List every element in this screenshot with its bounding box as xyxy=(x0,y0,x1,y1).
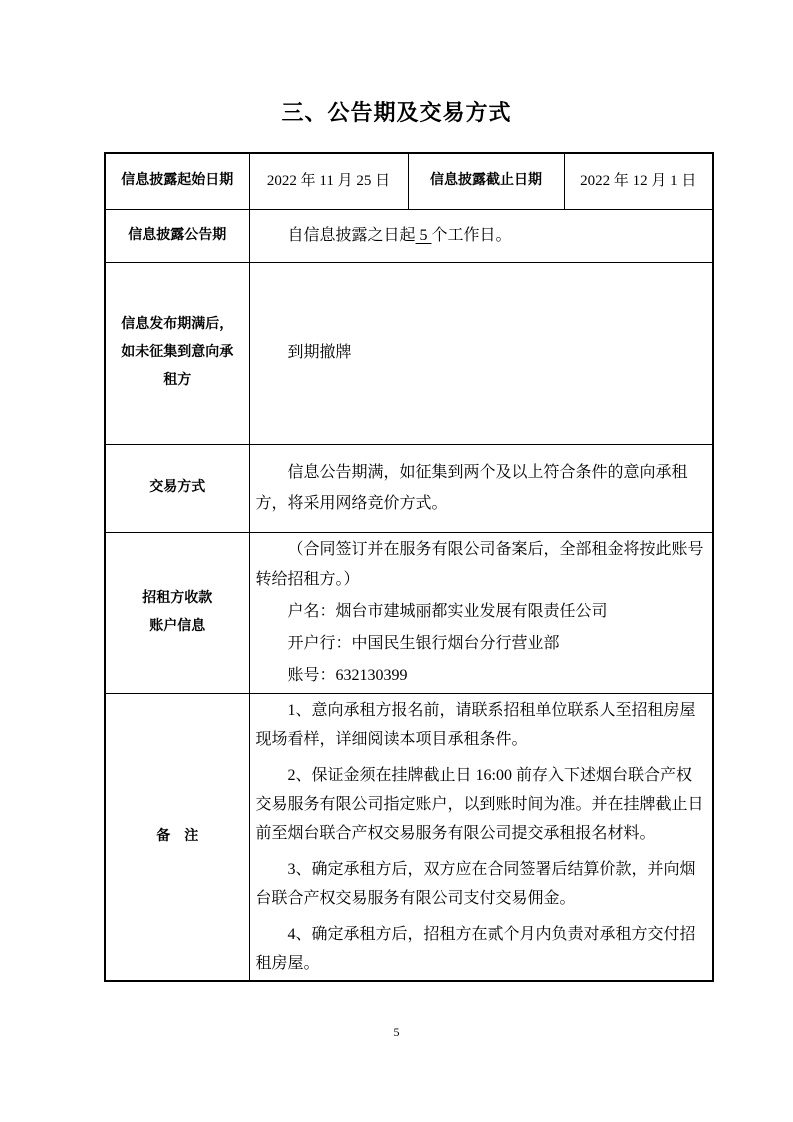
expiry-action-text: 到期撤牌 xyxy=(287,344,352,361)
announcement-period-label: 信息披露公告期 xyxy=(105,209,249,262)
transaction-method-value xyxy=(249,444,713,532)
expiry-action-label xyxy=(105,262,249,444)
lessor-account-label xyxy=(105,532,249,693)
lessor-account-row xyxy=(105,532,713,693)
announcement-period-value xyxy=(249,209,713,262)
disclosure-end-label: 信息披露截止日期 xyxy=(408,153,564,209)
page-number: 5 xyxy=(393,1025,400,1039)
remark-item-3: 3、确定承租方后，双方应在合同签署后结算价款，并向烟台联合产权交易服务有限公司支付交易佣金。 xyxy=(255,860,696,907)
expiry-action-row xyxy=(105,262,713,444)
lessor-account-label-line2: 账户信息 xyxy=(149,618,206,634)
transaction-method-label: 交易方式 xyxy=(105,444,249,532)
account-number-text: 账号：632130399 xyxy=(287,666,408,684)
remark-item-1: 1、意向承租方报名前，请联系招租单位联系人至招租房屋现场看样，详细阅读本项目承租条件。 xyxy=(255,701,696,748)
transaction-method-text: 信息公告期满，如征集到两个及以上符合条件的意向承租方，将采用网络竞价方式。 xyxy=(255,464,688,512)
announcement-period-row xyxy=(105,209,713,262)
account-bank-text: 开户行：中国民生银行烟台分行营业部 xyxy=(287,634,560,652)
remarks-value xyxy=(249,693,713,981)
remark-item-4: 4、确定承租方后，招租方在贰个月内负责对承租方交付招租房屋。 xyxy=(255,925,696,972)
expiry-action-label-line3: 租方 xyxy=(163,373,192,388)
period-text-prefix: 自信息披露之日起 xyxy=(287,226,416,244)
transaction-method-row xyxy=(105,444,713,532)
expiry-action-value xyxy=(249,262,713,444)
period-text-suffix: 个工作日。 xyxy=(431,226,512,244)
lessor-account-value xyxy=(249,532,713,693)
account-note-text: （合同签订并在服务有限公司备案后，全部租金将按此账号转给招租方。） xyxy=(255,540,704,588)
disclosure-end-date: 2022 年 12 月 1 日 xyxy=(564,153,713,209)
period-days-value: 5 xyxy=(415,226,432,244)
disclosure-start-label: 信息披露起始日期 xyxy=(105,153,249,209)
remarks-row xyxy=(105,693,713,981)
lessor-account-label-line1: 招租方收款 xyxy=(142,590,213,606)
remarks-label: 备 注 xyxy=(105,693,249,981)
page-title: 三、公告期及交易方式 xyxy=(281,100,512,125)
announcement-table xyxy=(104,152,714,982)
expiry-action-label-line2: 如未征集到意向承 xyxy=(121,345,234,360)
disclosure-dates-row xyxy=(105,153,713,209)
expiry-action-label-line1: 信息发布期满后， xyxy=(121,317,234,332)
remark-item-2: 2、保证金须在挂牌截止日 16:00 前存入下述烟台联合产权交易服务有限公司指定账户，以到账时间为准。并在挂牌截止日前至烟台联合产权交易服务有限公司提交承租报名材料。 xyxy=(255,766,704,842)
disclosure-start-date: 2022 年 11 月 25 日 xyxy=(249,153,408,209)
account-holder-text: 户名：烟台市建城丽都实业发展有限责任公司 xyxy=(287,602,608,620)
